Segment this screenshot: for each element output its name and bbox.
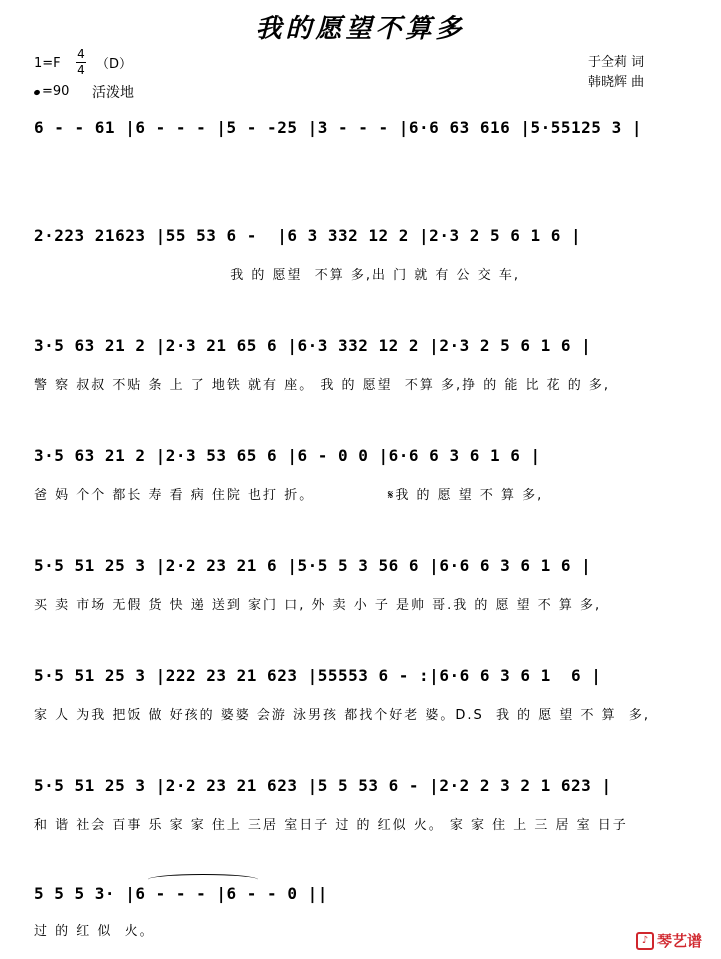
notation-line: 5·5 51 25 3 |2·2 23 21 6 |5·5 5 3 56 6 |6·6 6 3 6 1 6 |	[34, 556, 592, 575]
tie-arc	[148, 874, 258, 885]
notation-line: 5·5 51 25 3 |2·2 23 21 623 |5 5 53 6 - |2·2 2 3 2 1 623 |	[34, 776, 612, 795]
lyrics-line: 家 人 为我 把饭 做 好孩的 婆婆 会游 泳男孩 都找个好老 婆。D.S 我 的 愿 望 不 算 多,	[34, 708, 651, 723]
lyrics-line: 我 的 愿望 不算 多,出 门 就 有 公 交 车,	[34, 268, 520, 283]
notation-line: 5·5 51 25 3 |222 23 21 623 |55553 6 - :|6·6 6 3 6 1 6 |	[34, 666, 602, 685]
time-signature-bottom: 4	[77, 63, 85, 77]
lyrics-line: 爸 妈 个个 都长 寿 看 病 住院 也打 折。 𝄋我 的 愿 望 不 算 多,	[34, 488, 544, 503]
watermark-text: 琴艺谱	[657, 932, 703, 950]
time-signature	[76, 48, 86, 77]
logo-icon: ♪	[636, 932, 654, 950]
watermark-logo	[636, 930, 702, 951]
notation-line: 5 5 5 3· |6 - - - |6 - - 0 ||	[34, 884, 328, 903]
time-signature-top: 4	[77, 47, 85, 61]
lyrics-line: 过 的 红 似 火。	[34, 924, 155, 939]
notation-line: 2·223 21623 |55 53 6 - |6 3 332 12 2 |2·3 2 5 6 1 6 |	[34, 226, 582, 245]
notation-line: 3·5 63 21 2 |2·3 53 65 6 |6 - 0 0 |6·6 6 3 6 1 6 |	[34, 446, 541, 465]
lyrics-line: 和 谐 社会 百事 乐 家 家 住上 三居 室日子 过 的 红似 火。 家 家 住 上 三 居 室 日子	[34, 818, 628, 833]
lyrics-line: 买 卖 市场 无假 货 快 递 送到 家门 口, 外 卖 小 子 是帅 哥.我 的 愿 望 不 算 多,	[34, 598, 602, 613]
lyrics-line: 警 察 叔叔 不贴 条 上 了 地铁 就有 座。 我 的 愿望 不算 多,挣 的 能 比 花 的 多,	[34, 378, 611, 393]
lyricist-credit: 于全莉 词	[588, 55, 645, 70]
notation-line: 6 - - 61 |6 - - - |5 - -25 |3 - - - |6·6 63 616 |5·55125 3 |	[34, 118, 642, 137]
key-alt: （D）	[96, 57, 133, 72]
song-title: 我的愿望不算多	[255, 14, 466, 44]
tempo-value: =90	[42, 84, 70, 99]
notation-line: 3·5 63 21 2 |2·3 21 65 6 |6·3 332 12 2 |2·3 2 5 6 1 6 |	[34, 336, 592, 355]
composer-credit: 韩晓辉 曲	[588, 75, 645, 90]
tempo-marking	[34, 84, 69, 99]
key-signature: 1=F	[34, 56, 61, 71]
style-marking: 活泼地	[92, 85, 134, 101]
quarter-note-icon	[33, 89, 40, 96]
